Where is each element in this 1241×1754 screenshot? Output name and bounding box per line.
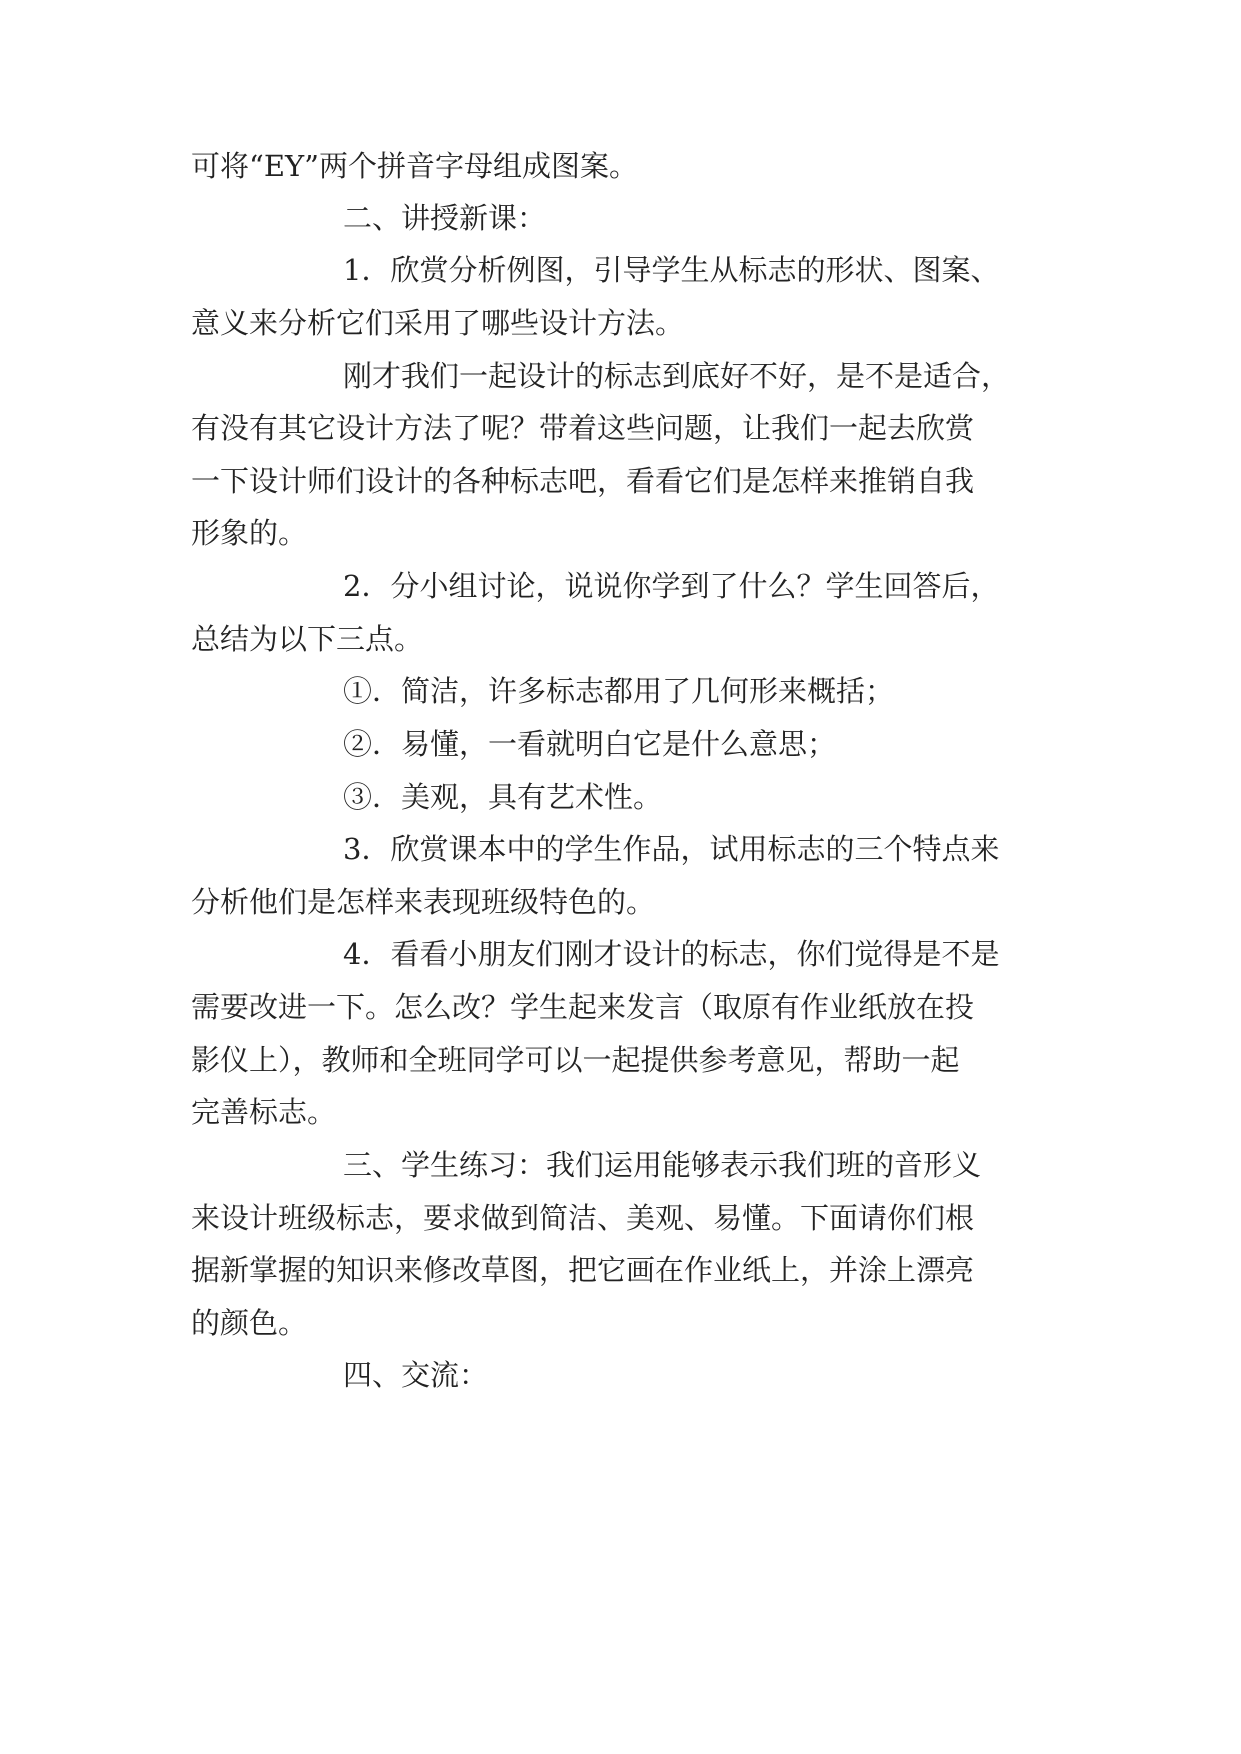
text-line: 形象的。 bbox=[191, 516, 308, 550]
text-line: 总结为以下三点。 bbox=[191, 622, 424, 656]
text-line: 2．分小组讨论，说说你学到了什么？学生回答后， bbox=[343, 569, 1000, 603]
text-line: 意义来分析它们采用了哪些设计方法。 bbox=[191, 306, 685, 340]
text-line: 据新掌握的知识来修改草图，把它画在作业纸上，并涂上漂亮 bbox=[191, 1253, 975, 1287]
text-line: 分析他们是怎样来表现班级特色的。 bbox=[191, 885, 656, 919]
text-line: 影仪上），教师和全班同学可以一起提供参考意见，帮助一起 bbox=[191, 1043, 960, 1077]
text-line: 3．欣赏课本中的学生作品，试用标志的三个特点来 bbox=[343, 832, 1000, 866]
text-line: 的颜色。 bbox=[191, 1306, 308, 1340]
list-item: ②．易懂，一看就明白它是什么意思； bbox=[343, 727, 837, 761]
text-line: 需要改进一下。怎么改？学生起来发言（取原有作业纸放在投 bbox=[191, 990, 975, 1024]
text-line: 刚才我们一起设计的标志到底好不好，是不是适合， bbox=[343, 359, 1011, 393]
section-heading: 二、讲授新课： bbox=[343, 201, 547, 235]
list-item: ③．美观，具有艺术性。 bbox=[343, 780, 663, 814]
text-line: 有没有其它设计方法了呢？带着这些问题，让我们一起去欣赏 bbox=[191, 411, 975, 445]
text-line: 一下设计师们设计的各种标志吧，看看它们是怎样来推销自我 bbox=[191, 464, 975, 498]
section-heading: 四、交流： bbox=[343, 1358, 489, 1392]
text-line: 1．欣赏分析例图，引导学生从标志的形状、图案、 bbox=[343, 253, 1000, 287]
text-line: 4．看看小朋友们刚才设计的标志，你们觉得是不是 bbox=[343, 937, 1000, 971]
section-heading: 三、学生练习：我们运用能够表示我们班的音形义 bbox=[343, 1148, 982, 1182]
text-line: 来设计班级标志，要求做到简洁、美观、易懂。下面请你们根 bbox=[191, 1201, 975, 1235]
list-item: ①．简洁，许多标志都用了几何形来概括； bbox=[343, 674, 895, 708]
text-line: 可将“EY”两个拼音字母组成图案。 bbox=[191, 149, 638, 183]
text-line: 完善标志。 bbox=[191, 1095, 337, 1129]
